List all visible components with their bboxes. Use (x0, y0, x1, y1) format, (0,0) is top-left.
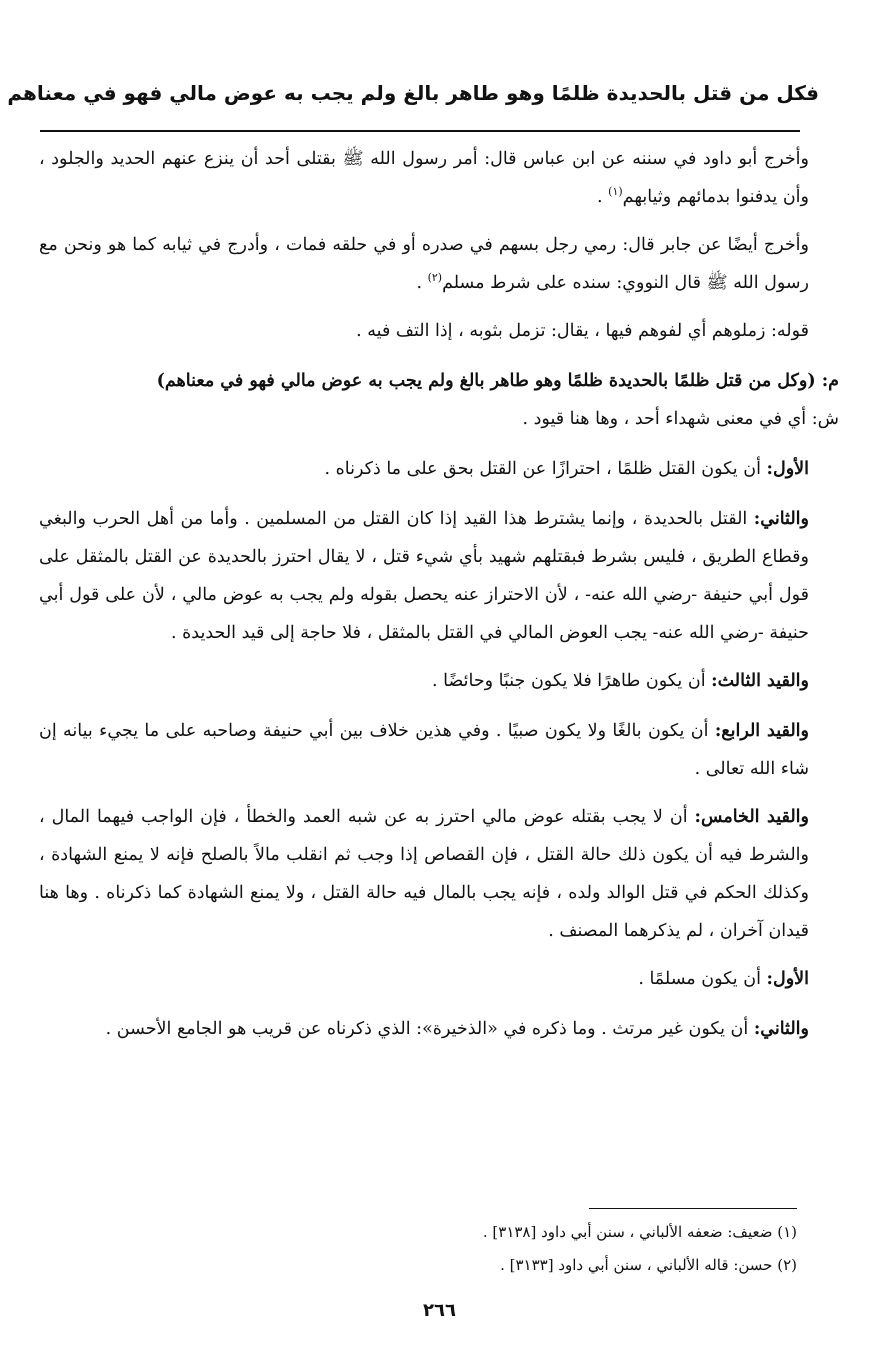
paragraph-third-condition (39, 662, 839, 700)
footnote-2: (٢) حسن: قاله الألباني ، سنن أبي داود [٣١٣٣] . (500, 1256, 797, 1274)
paragraph-matn (39, 362, 839, 400)
condition-label: الأول: (766, 459, 809, 479)
paragraph-abu-dawud-hadith: وأخرج أبو داود في سننه عن ابن عباس قال: أمر رسول الله ﷺ بقتلى أحد أن ينزع عنهم الحديد والجلود ، وأن يدفنوا بدمائهم وثيابهم$^{(١)}$ . (39, 149, 809, 207)
condition-label: والقيد الخامس: (694, 807, 809, 827)
condition-text: أن يكون بالغًا ولا يكون صبيًا . وفي هذين خلاف بين أبي حنيفة وصاحبه على ما يجيء بيانه إن شاء الله تعالى . (39, 721, 809, 779)
condition-label: والقيد الرابع: (714, 721, 809, 741)
condition-text: أن لا يجب بقتله عوض مالي احترز به عن شبه العمد والخطأ ، فإن الواجب فيهما المال ، والشرط فيه أن يكون ذلك حالة القتل ، فإن القصاص إذا وجب ثم انقلب مالاً بالصلح فإنه لا يمنع الشهادة ، وكذلك الحكم في قتل الوالد ولده ، فإنه يجب بالمال فيه حالة القتل ، ولا يمنع الشهادة كما ذكرناه . وها هنا قيدان آخران ، لم يذكرهما المصنف . (39, 807, 809, 941)
condition-label: الأول: (766, 969, 809, 989)
condition-text: القتل بالحديدة ، وإنما يشترط هذا القيد إذا كان القتل من المسلمين . وأما من أهل الحرب والبغي وقطاع الطريق ، فليس بشرط فبقتلهم شهيد بأي شيء قتل ، لا يقال احترز بالحديدة عن القتل بالمثقل على قول أبي حنيفة -رضي الله عنه- ، لأن الاحتراز عنه يحصل بقوله ولم يجب به عوض مالي ، لأن على قول أبي حنيفة -رضي الله عنه- يجب العوض المالي في القتل بالمثقل ، فلا حاجة إلى قيد الحديدة . (39, 509, 809, 643)
paragraph-second-condition (39, 500, 839, 652)
paragraph-text: وأخرج أيضًا عن جابر قال: رمي رجل بسهم في صدره أو في حلقه فمات ، وأدرج في ثيابه كما هو ونحن مع رسول الله ﷺ قال النووي: سنده على شرط مسلم (39, 235, 809, 293)
running-header: فكل من قتل بالحديدة ظلمًا وهو طاهر بالغ ولم يجب به عوض مالي فهو في معناهم (7, 81, 819, 105)
paragraph-jabir-hadith: وأخرج أيضًا عن جابر قال: رمي رجل بسهم في صدره أو في حلقه فمات ، وأدرج في ثيابه كما هو ونحن مع رسول الله ﷺ قال النووي: سنده على شرط مسلم$^{(٢)}$ . (39, 235, 809, 293)
page-number: ٢٦٦ (423, 1300, 456, 1321)
footnotes (97, 1216, 797, 1282)
paragraph-first-condition (39, 450, 839, 488)
footnote-ref-1[interactable]: (١) (608, 185, 623, 199)
footnote-ref-2[interactable]: (٢) (427, 271, 443, 285)
paragraph-fourth-condition (39, 712, 839, 788)
page-body (39, 140, 839, 1058)
matn-text: م: (وكل من قتل ظلمًا بالحديدة ظلمًا وهو طاهر بالغ ولم يجب به عوض مالي فهو في معناهم) (156, 371, 839, 391)
condition-text: أن يكون طاهرًا فلا يكون جنبًا وحائضًا . (432, 671, 706, 691)
paragraph-fifth-condition (39, 798, 839, 950)
footnote-1: (١) ضعيف: ضعفه الألباني ، سنن أبي داود [٣١٣٨] . (482, 1223, 797, 1241)
paragraph-zammiluhum: قوله: زملوهم أي لفوهم فيها ، يقال: تزمل بثوبه ، إذا التف فيه . (356, 321, 809, 341)
condition-label: والثاني: (753, 509, 809, 529)
paragraph-extra-second (39, 1010, 839, 1048)
paragraph-text: وأخرج أبو داود في سننه عن ابن عباس قال: أمر رسول الله ﷺ بقتلى أحد أن ينزع عنهم الحديد والجلود ، وأن يدفنوا بدمائهم وثيابهم (39, 149, 809, 207)
header-rule (40, 130, 800, 132)
condition-label: والقيد الثالث: (711, 671, 809, 691)
condition-label: والثاني: (753, 1019, 809, 1039)
condition-text: أن يكون القتل ظلمًا ، احترازًا عن القتل بحق على ما ذكرناه . (324, 459, 761, 479)
paragraph-sharh: ش: أي في معنى شهداء أحد ، وها هنا قيود . (522, 409, 839, 429)
paragraph-extra-first (39, 960, 839, 998)
condition-text: أن يكون غير مرتث . وما ذكره في «الذخيرة»: الذي ذكرناه عن قريب هو الجامع الأحسن . (105, 1019, 749, 1039)
condition-text: أن يكون مسلمًا . (638, 969, 761, 989)
footnote-rule (589, 1208, 797, 1209)
